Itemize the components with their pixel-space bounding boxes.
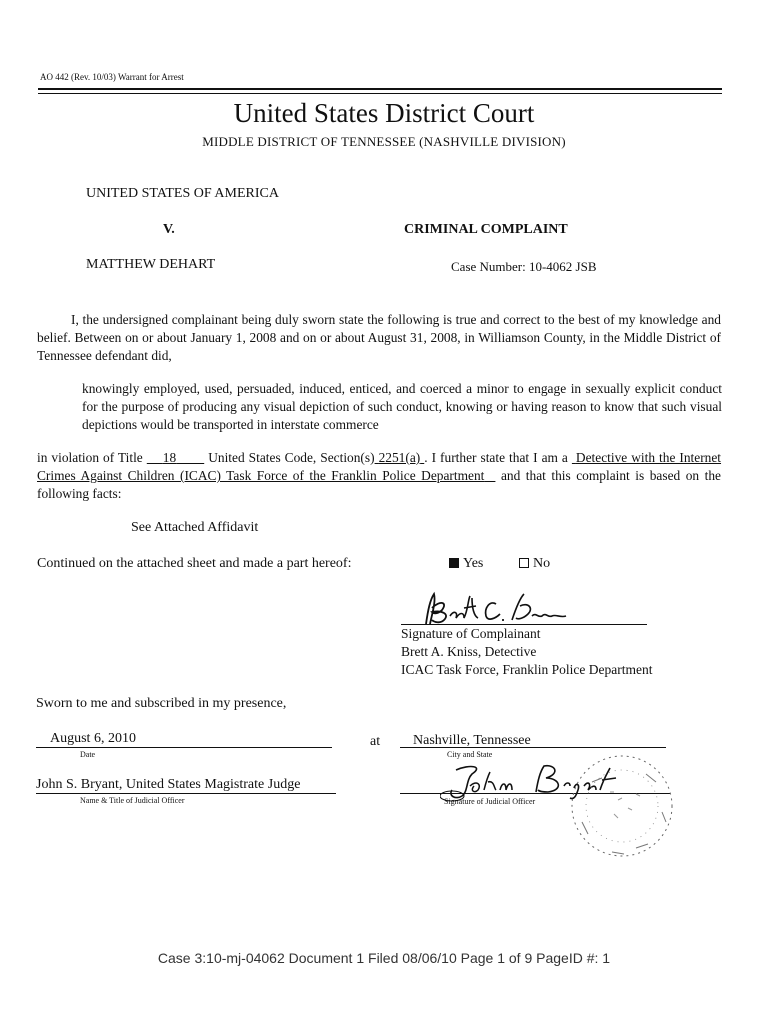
mid-text: . I further state that I am a [424,450,568,465]
code-text: United States Code, Section(s) [208,450,375,465]
judicial-officer-name: John S. Bryant, United States Magistrate Judge [36,777,301,792]
violation-suffix: and that this complaint is based on the following facts: [37,468,721,501]
yes-checkbox[interactable] [449,558,459,568]
date-line [36,747,332,748]
offense-paragraph: knowingly employed, used, persuaded, induced, enticed, and coerced a minor to engage in sexually explicit conduct for the purpose of producing any visual depiction of such conduct, knowing or having reason to know that such visual depictions would be transported in interstate commerce [82,381,722,432]
complainant-name: Brett A. Kniss, Detective [401,644,537,659]
city-caption: City and State [447,750,493,759]
court-title: United States District Court [233,98,535,128]
complainant-signature-image [420,590,580,628]
violation-prefix: in violation of Title [37,450,143,465]
continued-label: Continued on the attached sheet and made a part hereof: [37,556,352,571]
case-number: Case Number: 10-4062 JSB [451,259,597,274]
sworn-city: Nashville, Tennessee [413,733,531,748]
no-option[interactable] [519,556,550,572]
at-label: at [370,734,381,749]
date-caption: Date [80,750,96,759]
header-rule-thin [38,93,722,94]
section-field: 2251(a) [378,450,421,465]
sworn-date: August 6, 2010 [50,731,136,746]
no-checkbox[interactable] [519,558,529,568]
see-attached: See Attached Affidavit [131,520,259,535]
yes-option[interactable] [449,556,483,572]
city-line [400,747,666,748]
complainant-signature-line [401,624,647,625]
officer-line [36,793,336,794]
form-id: AO 442 (Rev. 10/03) Warrant for Arrest [40,72,184,82]
yes-label: Yes [463,556,484,571]
violation-paragraph [37,449,721,503]
versus-label: V. [163,222,175,237]
header-rule [38,88,722,90]
role-field: Detective with the Internet Crimes Against Children (ICAC) Task Force of the Franklin Police Department [37,450,722,483]
district-name: MIDDLE DISTRICT OF TENNESSEE (NASHVILLE DIVISION) [202,134,566,149]
complainant-signature-caption: Signature of Complainant [401,626,541,641]
sworn-statement: Sworn to me and subscribed in my presence, [36,696,287,711]
document-type: CRIMINAL COMPLAINT [404,222,568,237]
filing-stamp: Case 3:10-mj-04062 Document 1 Filed 08/06/10 Page 1 of 9 PageID #: 1 [157,950,611,966]
title-field: 18 [162,450,177,465]
plaintiff-name: UNITED STATES OF AMERICA [86,186,279,201]
intro-paragraph: I, the undersigned complainant being duly sworn state the following is true and correct to the best of my knowledge and belief. Between on or about January 1, 2008 and on or about August 31, 2008, in Williamson County, in the Middle District of Tennessee defendant did, [37,312,721,363]
complainant-agency: ICAC Task Force, Franklin Police Department [401,662,653,677]
defendant-name: MATTHEW DEHART [86,257,216,272]
court-seal-icon [552,752,692,862]
judge-signature-caption: Signature of Judicial Officer [444,797,536,806]
no-label: No [533,556,551,571]
officer-caption: Name & Title of Judicial Officer [80,796,185,805]
